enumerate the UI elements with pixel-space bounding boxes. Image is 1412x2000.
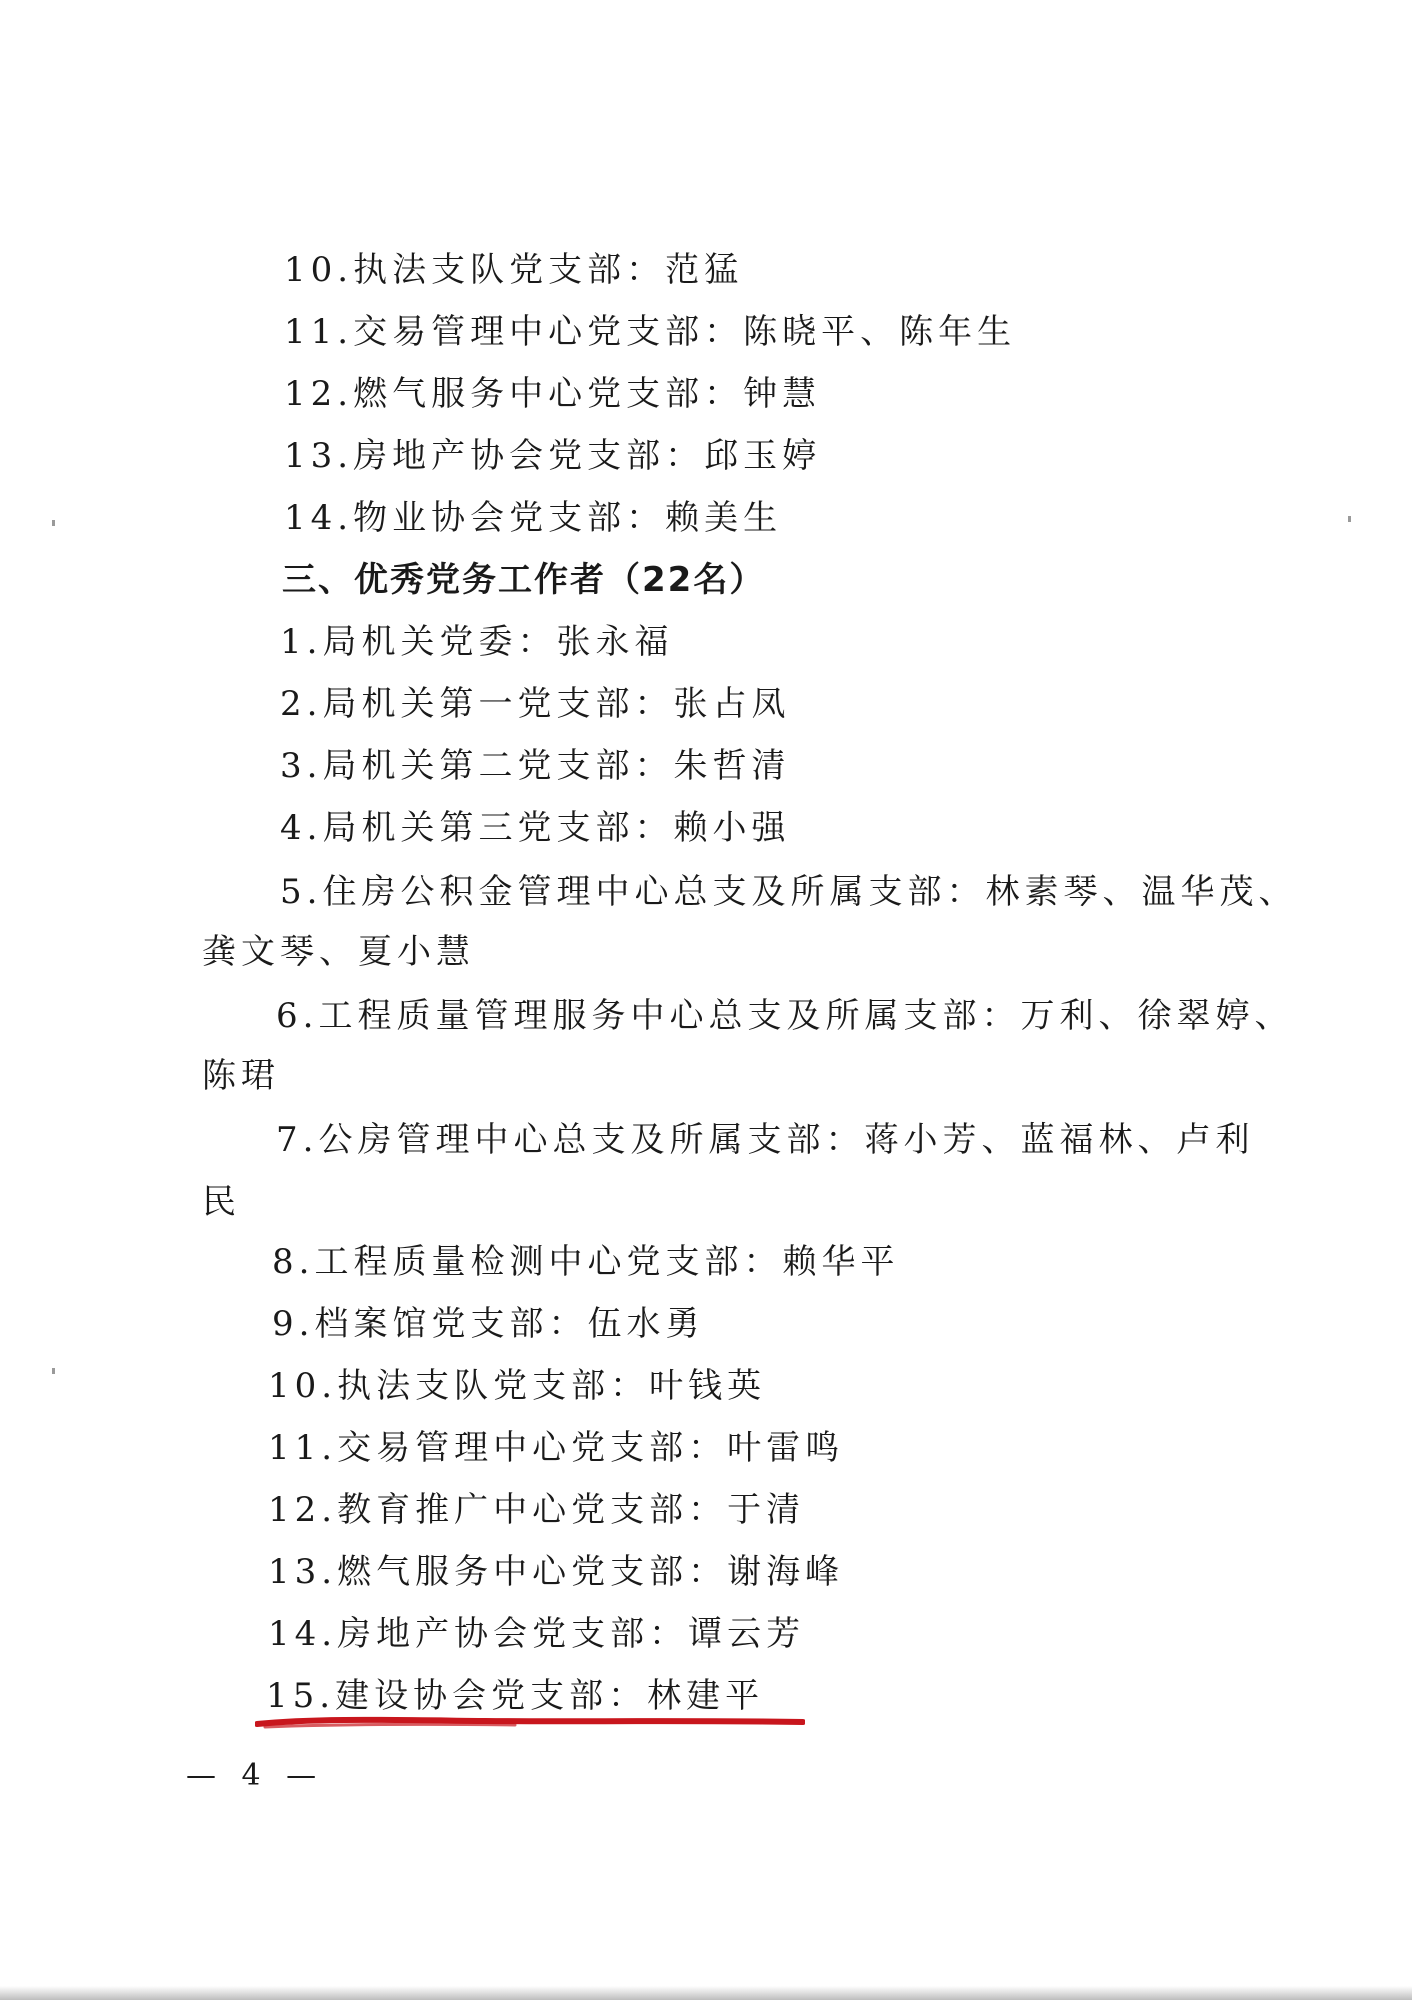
list-item: 11.交易管理中心党支部：陈晓平、陈年生 xyxy=(284,312,1017,352)
list-item: 1.局机关党委：张永福 xyxy=(280,622,674,662)
page-number: — 4 — xyxy=(186,1758,325,1793)
list-item: 3.局机关第二党支部：朱哲清 xyxy=(280,746,791,786)
list-item: 14.物业协会党支部：赖美生 xyxy=(284,498,783,538)
scan-edge xyxy=(0,1986,1412,2000)
list-item: 2.局机关第一党支部：张占凤 xyxy=(280,684,791,724)
list-item: 14.房地产协会党支部：谭云芳 xyxy=(268,1614,806,1654)
list-item: 5.住房公积金管理中心总支及所属支部：林素琴、温华茂、 xyxy=(280,872,1298,912)
list-item-continuation: 民 xyxy=(202,1182,241,1222)
scan-speck xyxy=(1348,516,1351,522)
section-heading: 三、优秀党务工作者（22名） xyxy=(282,560,766,600)
list-item: 9.档案馆党支部：伍水勇 xyxy=(272,1304,705,1344)
list-item: 7.公房管理中心总支及所属支部：蒋小芳、蓝福林、卢利 xyxy=(276,1120,1255,1160)
list-item: 12.教育推广中心党支部：于清 xyxy=(268,1490,806,1530)
list-item: 4.局机关第三党支部：赖小强 xyxy=(280,808,791,848)
list-item: 6.工程质量管理服务中心总支及所属支部：万利、徐翠婷、 xyxy=(276,996,1294,1036)
list-item: 8.工程质量检测中心党支部：赖华平 xyxy=(272,1242,900,1282)
list-item: 11.交易管理中心党支部：叶雷鸣 xyxy=(268,1428,845,1468)
list-item: 13.房地产协会党支部：邱玉婷 xyxy=(284,436,822,476)
list-item: 10.执法支队党支部：叶钱英 xyxy=(268,1366,767,1406)
scan-speck xyxy=(52,520,55,526)
list-item-continuation: 陈珺 xyxy=(202,1056,280,1096)
list-item: 12.燃气服务中心党支部：钟慧 xyxy=(284,374,822,414)
list-item: 13.燃气服务中心党支部：谢海峰 xyxy=(268,1552,845,1592)
list-item: 10.执法支队党支部：范猛 xyxy=(284,250,744,290)
red-underline-mark xyxy=(255,1708,805,1732)
list-item-highlighted: 15.建设协会党支部：林建平 xyxy=(266,1676,765,1716)
scan-speck xyxy=(52,1368,55,1374)
list-item-continuation: 龚文琴、夏小慧 xyxy=(202,932,475,972)
